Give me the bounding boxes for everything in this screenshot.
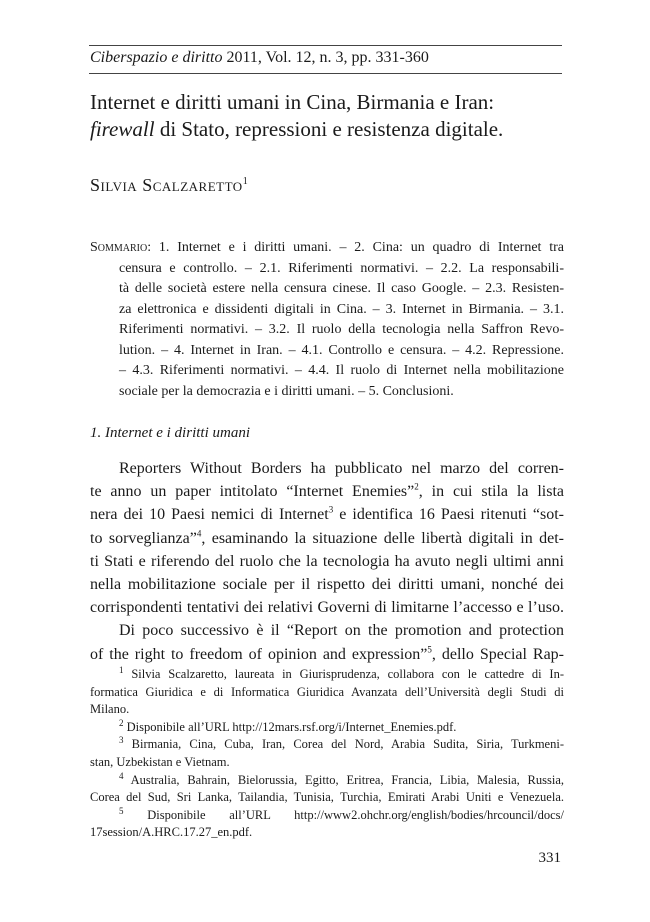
summary-line: Riferimenti normativi. – 3.2. Il ruolo della tecnologia nella Saffron Revo- (119, 322, 564, 337)
body-line: Di poco successivo è il “Report on the promotion and protection (119, 622, 564, 640)
summary-block (90, 238, 564, 402)
summary-line: – 4.3. Riferimenti normativi. – 4.4. Il ruolo di Internet nella mobilitazione (119, 363, 564, 378)
author-footnote-ref: 1 (242, 176, 249, 187)
footnote-ref-4: 4 (196, 528, 202, 539)
footnote-ref-5: 5 (427, 644, 432, 655)
summary-line: lution. – 4. Internet in Iran. – 4.1. Controllo e censura. – 4.2. Repressione. (119, 342, 564, 358)
body-line: to sorveglianza”$^4$, esaminando la situazione delle libertà digitali in det- (90, 528, 564, 547)
footnote-1: $^1$ Silvia Scalzaretto, laureata in Giurisprudenza, collabora con le cattedre di In- (119, 664, 565, 681)
title-line-2-rest: di Stato, repressioni e resistenza digitale. (154, 117, 504, 141)
summary-line: censura e controllo. – 2.1. Riferimenti normativi. – 2.2. La responsabili- (119, 260, 564, 276)
header-bottom-rule (89, 73, 562, 74)
summary-line: tà delle società estere nella censura cinese. Il caso Google. – 2.3. Resisten- (119, 281, 564, 296)
footnote-1-cont: Milano. (90, 702, 130, 717)
summary-label: Sommario: (90, 240, 152, 255)
page-number: 331 (538, 850, 561, 866)
journal-volume-pages: 2011, Vol. 12, n. 3, pp. 331-360 (222, 49, 429, 66)
footnote-4-cont: Corea del Sud, Sri Lanka, Tailandia, Tunisia, Turchia, Emirati Arabi Uniti e Venezuela. (90, 790, 564, 805)
footnote-ref-3: 3 (328, 505, 334, 516)
footnote-4: $^4$ Australia, Bahrain, Bielorussia, Egitto, Eritrea, Francia, Libia, Malesia, Russia, (119, 770, 564, 787)
body-text (90, 457, 564, 666)
footnote-3-cont: stan, Uzbekistan e Vietnam. (90, 754, 230, 769)
author-name-text: Silvia Scalzaretto (90, 175, 243, 195)
section-heading: 1. Internet e i diritti umani (90, 425, 250, 441)
author-name (90, 175, 248, 196)
body-line: ti Stati e riferendo del ruolo che la tecnologia ha avuto negli ultimi anni (90, 552, 564, 570)
summary-line: za elettronica e dissidenti digitali in Cina. – 3. Internet in Birmania. – 3.1. (119, 301, 564, 317)
footnote-2: $^2$ Disponibile all’URL http://12mars.rsf.org/i/Internet_Enemies.pdf. (119, 717, 457, 734)
header-top-rule (89, 45, 562, 46)
footnote-ref-2: 2 (414, 481, 419, 492)
body-line: nera dei 10 Paesi nemici di Internet$^3$ e identifica 16 Paesi ritenuti “sot- (90, 505, 564, 524)
summary-line: Sommario: 1. Internet e i diritti umani. – 2. Cina: un quadro di Internet tra (90, 240, 564, 255)
body-line: nella mobilitazione sociale per il rispetto dei diritti umani, nonché dei (90, 576, 564, 594)
summary-line: sociale per la democrazia e i diritti umani. – 5. Conclusioni. (119, 383, 454, 399)
journal-citation (90, 48, 429, 68)
footnote-5: $^5$ Disponibile all’URL http://www2.ohchr.org/english/bodies/hrcouncil/docs/ (119, 805, 565, 822)
footnote-5-cont: 17session/A.HRC.17.27_en.pdf. (90, 825, 253, 840)
title-line-1: Internet e diritti umani in Cina, Birmania e Iran: (90, 90, 495, 114)
title-line-2 (90, 116, 570, 143)
title-firewall-italic: firewall (90, 117, 155, 141)
footnote-1-cont: formatica Giuridica e di Informatica Giuridica Avanzata dell’Università degli Studi di (90, 684, 564, 699)
body-line: of the right to freedom of opinion and expression”$^5$, dello Special Rap- (90, 644, 565, 663)
body-line: corrispondenti tentativi dei relativi Governi di limitarne l’accesso e l’uso. (90, 599, 564, 617)
footnotes (90, 666, 564, 842)
footnote-3: $^3$ Birmania, Cina, Cuba, Iran, Corea del Nord, Arabia Sudita, Siria, Turkmeni- (119, 735, 564, 752)
body-line: Reporters Without Borders ha pubblicato nel marzo del corren- (119, 460, 564, 477)
article-title (90, 89, 570, 143)
journal-name: Ciberspazio e diritto (90, 49, 223, 66)
body-line: te anno un paper intitolato “Internet Enemies”$^2$, in cui stila la lista (90, 481, 564, 501)
